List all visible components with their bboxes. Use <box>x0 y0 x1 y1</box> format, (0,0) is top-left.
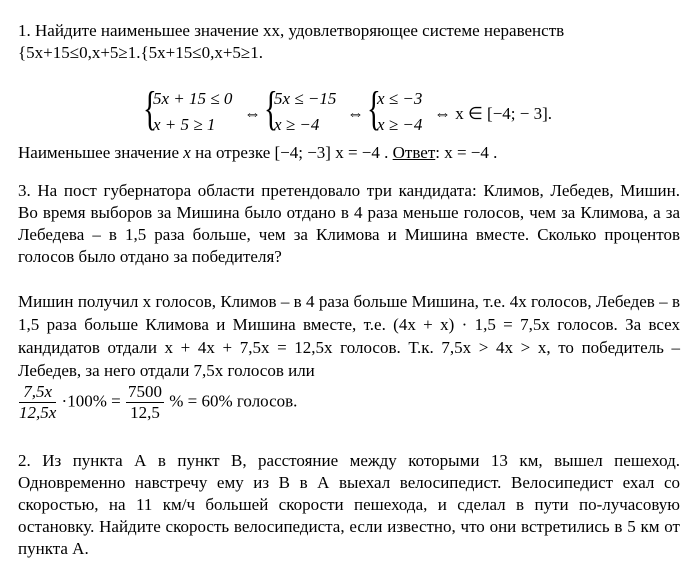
answer-label: Ответ <box>392 143 436 162</box>
system-2-line-1: 5x ≤ −15 <box>274 89 337 108</box>
system-1-line-2: x + 5 ≥ 1 <box>153 115 216 134</box>
problem-3-solution-text: Мишин получил x голосов, Климов – в 4 раза больше Мишина, т.е. 4x голосов, Лебедев – в 1,5 раза больше Климова и Мишина вместе, т.е. (4x + x) · 1,5 = 7,5x голосов. За всех кандидатов отдали x + 4x + 7,5x = 12,5x голосов. Т.к. 7,5x > 4x > x, то победитель – Лебедев, за него отдали 7,5x голосов или <box>18 292 680 380</box>
problem-3-text: 3. На пост губернатора области претендовало три кандидата: Климов, Лебедев, Мишин. Во время выборов за Мишина было отдано в 4 раза меньше голосов, чем за Климова, а за Лебедева – в 1,5 раза больше, чем за Климова и Мишина вместе. Сколько процентов голосов было отдано за победителя? <box>18 181 680 266</box>
fraction-2-denominator: 12,5 <box>130 403 160 422</box>
answer-variable: x <box>183 143 191 162</box>
system-result: ⇔ x ∈ [−4; − 3]. <box>434 104 553 123</box>
fraction-1-denominator: 12,5x <box>19 403 57 422</box>
answer-prefix: Наименьшее значение <box>18 143 184 162</box>
system-3-line-1: x ≤ −3 <box>377 89 423 108</box>
fraction-tail: % = 60% голосов. <box>169 391 298 411</box>
iff-symbol-2: ⇔ <box>347 104 364 123</box>
answer-value: : x = −4 . <box>435 143 498 162</box>
fraction-1-numerator: 7,5x <box>19 382 56 403</box>
system-3-line-2: x ≥ −4 <box>377 115 423 134</box>
fraction-2 <box>126 382 164 423</box>
fraction-2-numerator: 7500 <box>127 382 162 401</box>
problem-1-statement <box>18 20 680 64</box>
system-1-line-1: 5x + 15 ≤ 0 <box>153 89 233 108</box>
system-2-line-2: x ≥ −4 <box>274 115 320 134</box>
problem-2-statement <box>18 450 680 560</box>
answer-middle: на отрезке [−4; −3] x = −4 . <box>190 143 393 162</box>
fraction-middle: ·100% = <box>61 391 121 411</box>
fraction-1 <box>19 382 56 423</box>
iff-symbol-1: ⇔ <box>244 104 261 123</box>
problem-3-fraction-line <box>18 382 680 423</box>
problem-2-text: 2. Из пункта А в пункт В, расстояние между которыми 13 км, вышел пешеход. Одновременно навстречу ему из В в А выехал велосипедист. Велосипедист ехал со скоростью, на 11 км/ч большей скорости пешехода, и сделал в пути по-лучасовую остановку. Найдите скорость велосипедиста, если известно, что они встретились в 5 км от пункта А. <box>18 451 680 558</box>
problem-1-text: 1. Найдите наименьшее значение xx, удовлетворяющее системе неравенств {5x+15≤0,x+5≥1.{5x+15≤0,x+5≥1. <box>18 21 565 62</box>
problem-3-solution <box>18 290 680 382</box>
problem-1-answer <box>18 142 680 164</box>
problem-3-statement <box>18 180 680 268</box>
